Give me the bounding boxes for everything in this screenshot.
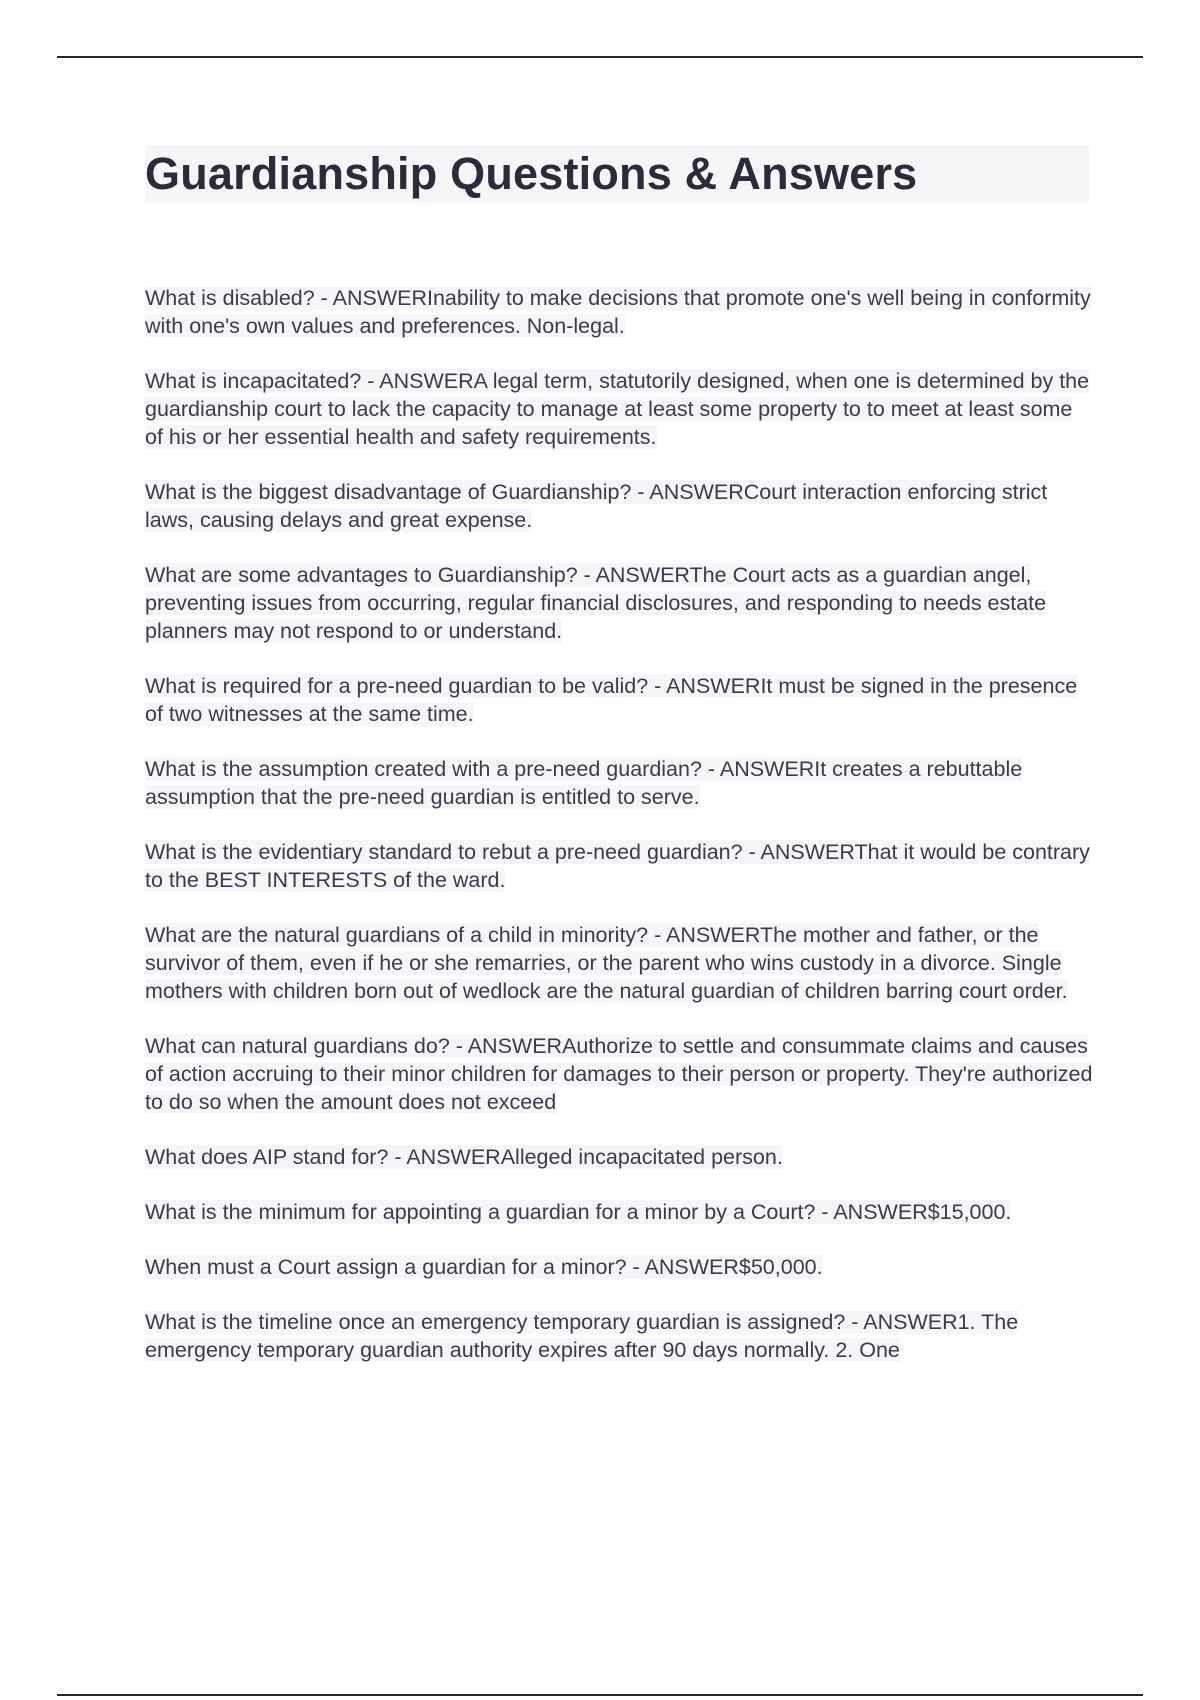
qa-item — [145, 367, 1095, 451]
qa-text: What is the timeline once an emergency temporary guardian is assigned? - ANSWER1. The emergency temporary guardian authority expires after 90 days normally. 2. One — [145, 1310, 1019, 1362]
qa-text: What can natural guardians do? - ANSWERAuthorize to settle and consummate claims and causes of action accruing to their minor children for damages to their person or property. They're authorized to do so when the amount does not exceed — [145, 1034, 1093, 1114]
qa-text: What is incapacitated? - ANSWERA legal term, statutorily designed, when one is determined by the guardianship court to lack the capacity to manage at least some property to to meet at least some of his or her essential health and safety requirements. — [145, 369, 1090, 449]
qa-text: What are some advantages to Guardianship? - ANSWERThe Court acts as a guardian angel, preventing issues from occurring, regular financial disclosures, and responding to needs estate planners may not respond to or understand. — [145, 563, 1047, 643]
qa-list — [145, 284, 1095, 1391]
qa-item — [145, 561, 1095, 645]
qa-text: What is required for a pre-need guardian to be valid? - ANSWERIt must be signed in the presence of two witnesses at the same time. — [145, 674, 1078, 726]
qa-text: What is the biggest disadvantage of Guardianship? - ANSWERCourt interaction enforcing strict laws, causing delays and great expense. — [145, 480, 1048, 532]
qa-item — [145, 1308, 1095, 1364]
qa-item — [145, 1032, 1095, 1116]
qa-item — [145, 1198, 1095, 1226]
qa-item — [145, 1143, 1095, 1171]
qa-item — [145, 478, 1095, 534]
qa-item — [145, 1253, 1095, 1281]
qa-text: When must a Court assign a guardian for a minor? - ANSWER$50,000. — [145, 1255, 823, 1279]
qa-text: What does AIP stand for? - ANSWERAlleged incapacitated person. — [145, 1145, 783, 1169]
qa-item — [145, 672, 1095, 728]
qa-item — [145, 284, 1095, 340]
qa-text: What are the natural guardians of a child in minority? - ANSWERThe mother and father, or the survivor of them, even if he or she remarries, or the parent who wins custody in a divorce. Single mothers with children born out of wedlock are the natural guardian of children barring court order. — [145, 923, 1068, 1003]
qa-text: What is the minimum for appointing a guardian for a minor by a Court? - ANSWER$15,000. — [145, 1200, 1012, 1224]
qa-text: What is the evidentiary standard to rebut a pre-need guardian? - ANSWERThat it would be contrary to the BEST INTERESTS of the ward. — [145, 840, 1090, 892]
qa-text: What is the assumption created with a pre-need guardian? - ANSWERIt creates a rebuttable assumption that the pre-need guardian is entitled to serve. — [145, 757, 1023, 809]
qa-item — [145, 755, 1095, 811]
qa-item — [145, 921, 1095, 1005]
bottom-rule — [57, 1694, 1143, 1696]
page-title: Guardianship Questions & Answers — [145, 148, 918, 199]
top-rule — [57, 56, 1143, 58]
qa-item — [145, 838, 1095, 894]
qa-text: What is disabled? - ANSWERInability to make decisions that promote one's well being in conformity with one's own values and preferences. Non-legal. — [145, 286, 1091, 338]
